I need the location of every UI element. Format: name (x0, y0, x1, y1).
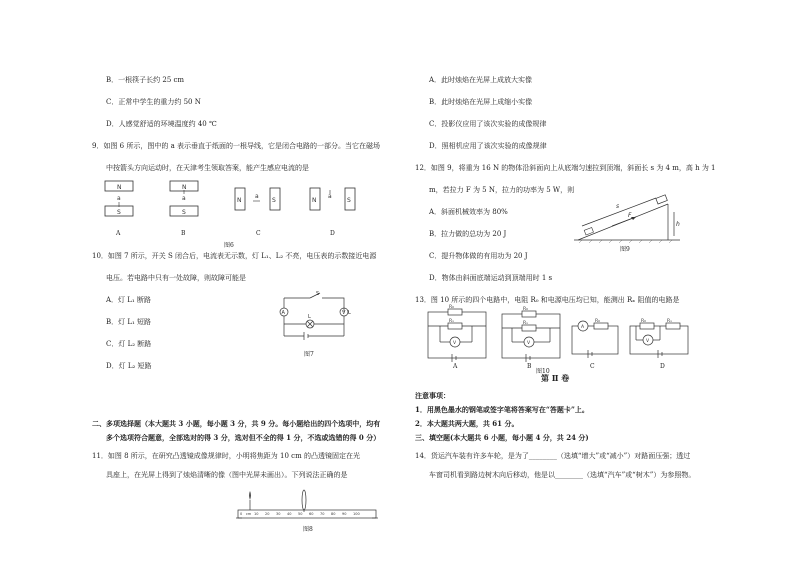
q8-option-b: B．一根筷子长约 25 cm (106, 76, 185, 84)
q11-stem-line1: 11．如图 8 所示，在研究凸透镜成像规律时，小明将焦距为 10 cm 的凸透镜固定在光 (92, 452, 360, 460)
fig10-label-c: C (590, 363, 595, 370)
q8-option-d: D．人感觉舒适的环境温度约 40 ℃ (106, 120, 217, 128)
q10-option-c: C．灯 L₂ 断路 (106, 340, 152, 348)
svg-text:cm: cm (246, 512, 252, 516)
q12-stem-line2: m，若拉力 F 为 5 N，拉力的功率为 5 W，则 (429, 186, 575, 194)
fig10-d-r0: R₀ (641, 319, 646, 324)
q12-option-a: A．斜面机械效率为 80% (429, 208, 508, 216)
q11-option-b: B．此时烛焰在光屏上成缩小实像 (429, 98, 533, 106)
svg-text:50: 50 (298, 512, 303, 516)
fig10-a-rx: Rₓ (449, 319, 455, 324)
svg-text:90: 90 (342, 512, 347, 516)
svg-text:S: S (316, 291, 320, 297)
q8-option-c: C．正常中学生的重力约 50 N (106, 98, 201, 106)
q10-option-d: D．灯 L₂ 短路 (106, 362, 152, 370)
fig10-label-d: D (660, 363, 665, 370)
q12-option-b: B．拉力做的总功为 20 J (429, 230, 507, 238)
svg-text:A: A (281, 310, 285, 316)
fig10-d-rx: Rₓ (667, 319, 673, 324)
figure-10-circuits (426, 306, 696, 366)
svg-text:L: L (308, 314, 311, 320)
section2-line2: 多个选项符合题意，全部选对的得 3 分，选对但不全的得 1 分，不选或选错的得 0 分） (106, 433, 381, 442)
fig10-caption: 图10 (536, 368, 550, 375)
svg-text:V: V (342, 310, 346, 316)
fig6-label-d: D (330, 230, 335, 237)
svg-text:80: 80 (331, 512, 336, 516)
fig10-label-a: A (453, 363, 458, 370)
svg-text:S: S (347, 197, 351, 204)
svg-text:30: 30 (276, 512, 281, 516)
notice-1: 1．用黑色墨水的钢笔或签字笔将答案写在“答题卡”上。 (415, 405, 589, 414)
fig9-label-h: h (676, 221, 680, 228)
fig7-caption: 图7 (304, 351, 314, 358)
q12-option-d: D．物体由斜面底端运动到顶端用时 1 s (429, 274, 553, 282)
svg-text:S: S (182, 209, 186, 216)
fig10-b-meter: V (527, 341, 531, 346)
svg-text:S: S (117, 209, 121, 216)
svg-text:10: 10 (254, 512, 259, 516)
svg-text:70: 70 (320, 512, 325, 516)
q12-stem-line1: 12．如图 9，将重为 16 N 的物体沿斜面向上从底端匀速拉到顶端，斜面长 s 为 4 m，高 h 为 1 (415, 164, 716, 172)
fig10-c-r0: R₀ (595, 319, 600, 324)
svg-text:a: a (117, 195, 121, 202)
q11-stem-line2: 具座上，在光屏上得到了烛焰清晰的像（图中光屏未画出）。下列说法正确的是 (106, 471, 348, 479)
q9-stem-line1: 9．如图 6 所示，图中的 a 表示垂直于纸面的一根导线，它是闭合电路的一部分。当它在磁场 (92, 142, 380, 150)
svg-text:a: a (328, 193, 332, 200)
svg-text:0: 0 (240, 512, 243, 516)
q11-option-c: C．投影仪应用了该次实验的成像规律 (429, 120, 547, 128)
svg-text:N: N (117, 184, 122, 191)
svg-text:40: 40 (287, 512, 292, 516)
fig6-label-b: B (181, 230, 186, 237)
svg-text:100: 100 (353, 512, 360, 516)
fig10-a-meter: V (453, 341, 457, 346)
fig9-label-s: s (616, 203, 620, 210)
q13-stem: 13．图 10 所示的四个电路中，电阻 R₀ 和电源电压均已知，能测出 Rₓ 阻值的电路是 (415, 296, 680, 304)
fig10-b-rx: Rₓ (523, 321, 529, 326)
q10-stem-line2: 电压。若电路中只有一处故障，则故障可能是 (106, 274, 246, 282)
svg-text:N: N (237, 197, 242, 204)
svg-text:N: N (182, 184, 187, 191)
fig8-caption: 图8 (303, 526, 313, 533)
notice-2: 2．本大题共两大题，共 61 分。 (415, 419, 519, 428)
fig6-caption: 图6 (224, 242, 234, 249)
svg-text:a: a (182, 195, 186, 202)
fig9-label-f: F (628, 212, 632, 219)
notice-heading: 注意事项： (415, 391, 450, 400)
fig10-a-r0: R₀ (449, 305, 454, 310)
fig6-label-c: C (256, 230, 261, 237)
q9-stem-line2: 中按箭头方向运动时，在天津考生领取答案，能产生感应电流的是 (106, 164, 309, 172)
q10-option-a: A．灯 L₁ 断路 (106, 296, 151, 304)
svg-text:60: 60 (309, 512, 314, 516)
q10-option-b: B．灯 L₁ 短路 (106, 318, 152, 326)
svg-text:N: N (312, 197, 317, 204)
section2-line1: 二、多项选择题（本大题共 3 小题，每小题 3 分，共 9 分。每小题给出的四个选项中，均有 (92, 419, 381, 428)
fig10-d-meter: V (646, 339, 650, 344)
fig6-label-a: A (116, 230, 121, 237)
q14-line2: 车窗司机看到路边树木向后移动，他是以________（选填“汽车”或“树木”）为参照物。 (429, 471, 696, 479)
figure-9-inclined-plane (572, 196, 684, 244)
svg-text:20: 20 (265, 512, 270, 516)
q12-option-c: C．提升物体做的有用功为 20 J (429, 252, 528, 260)
fig10-label-b: B (527, 363, 532, 370)
fig10-b-r0: R₀ (523, 307, 528, 312)
q10-stem-line1: 10．如图 7 所示，开关 S 闭合后，电流表无示数，灯 L₁、L₂ 不亮，电压表的示数接近电源 (92, 252, 377, 260)
svg-text:S: S (272, 197, 276, 204)
figure-8-optical-bench (234, 484, 380, 524)
q14-line1: 14．货运汽车装有许多车轮，是为了________（选填“增大”或“减小”）对路面压强；透过 (415, 452, 691, 460)
q11-option-d: D．照相机应用了该次实验的成像规律 (429, 142, 547, 150)
fig10-c-meter: A (581, 325, 585, 330)
section3-heading: 三、填空题(本大题共 6 小题，每小题 4 分，共 24 分) (415, 433, 589, 442)
figure-7-circuit (276, 290, 352, 346)
fig9-caption: 图9 (620, 246, 630, 253)
svg-text:L: L (348, 310, 351, 316)
q11-option-a: A．此时烛焰在光屏上成放大实像 (429, 76, 533, 84)
svg-text:a: a (255, 193, 259, 200)
part2-title: 第 Ⅱ 卷 (541, 373, 570, 383)
